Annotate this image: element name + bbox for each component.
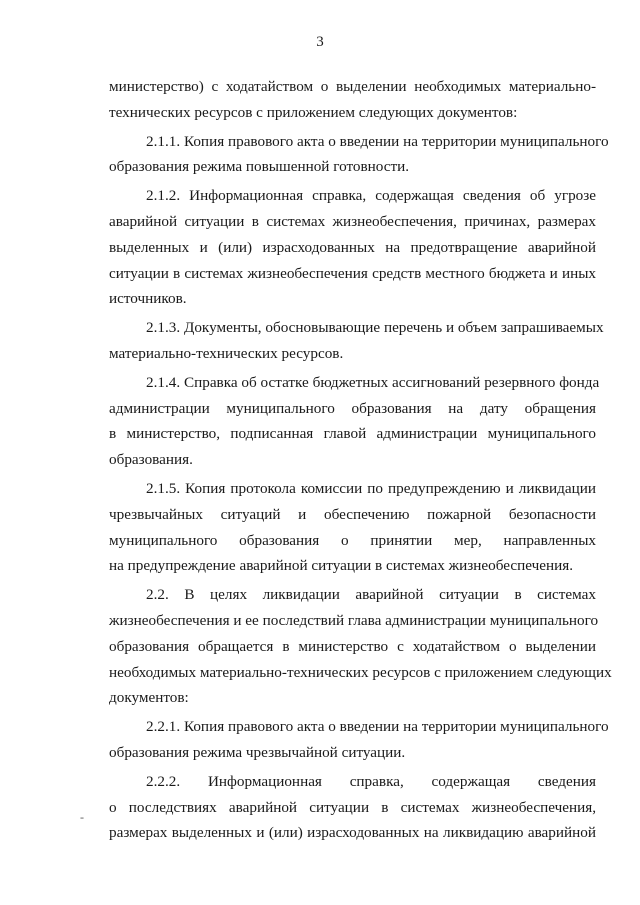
text-line: образования режима чрезвычайной ситуации. [109, 743, 406, 761]
text-line: необходимых материально-технических ресурсов с приложением следующих [109, 663, 612, 681]
text-line: в министерство, подписанная главой администрации муниципального [109, 425, 596, 443]
text-line: чрезвычайных ситуаций и обеспечению пожарной безопасности [109, 505, 596, 523]
paragraph-first-line: 2.1.3. Документы, обосновывающие перечень и объем запрашиваемых [146, 319, 604, 337]
text-line: выделенных и (или) израсходованных на предотвращение аварийной [109, 238, 596, 256]
text-line: администрации муниципального образования на дату обращения [109, 399, 596, 417]
text-line: образования обращается в министерство с ходатайством о выделении [109, 637, 596, 655]
text-line: на предупреждение аварийной ситуации в системах жизнеобеспечения. [109, 557, 574, 575]
paragraph-first-line: 2.1.4. Справка об остатке бюджетных ассигнований резервного фонда [146, 373, 600, 391]
text-line: о последствиях аварийной ситуации в системах жизнеобеспечения, [109, 798, 596, 816]
text-line: ситуации в системах жизнеобеспечения средств местного бюджета и иных [109, 264, 596, 282]
text-line: образования режима повышенной готовности. [109, 158, 410, 176]
text-line: документов: [109, 689, 189, 707]
paragraph-first-line: 2.2.2. Информационная справка, содержащая сведения [146, 772, 596, 790]
text-line: аварийной ситуации в системах жизнеобеспечения, причинах, размерах [109, 212, 596, 230]
paragraph-first-line: 2.2.1. Копия правового акта о введении на территории муниципального [146, 718, 609, 736]
paragraph-first-line: 2.2. В целях ликвидации аварийной ситуации в системах [146, 586, 596, 604]
text-line: министерство) с ходатайством о выделении необходимых материально- [109, 78, 596, 95]
paragraph-first-line: 2.1.2. Информационная справка, содержащая сведения об угрозе [146, 187, 596, 205]
text-line: источников. [109, 290, 187, 308]
text-line: размерах выделенных и (или) израсходованных на ликвидацию аварийной [109, 824, 596, 842]
text-line: жизнеобеспечения и ее последствий глава администрации муниципального [109, 611, 599, 629]
page-number: 3 [316, 34, 324, 50]
text-line: образования. [109, 451, 193, 469]
text-line: муниципального образования о принятии мер, направленных [109, 531, 596, 549]
paragraph-first-line: 2.1.1. Копия правового акта о введении на территории муниципального [146, 132, 609, 150]
text-line: материально-технических ресурсов. [109, 344, 344, 362]
margin-mark: - [80, 810, 84, 824]
text-line: технических ресурсов с приложением следующих документов: [109, 103, 518, 121]
paragraph-first-line: 2.1.5. Копия протокола комиссии по предупреждению и ликвидации [146, 479, 596, 497]
body-text [109, 74, 612, 846]
